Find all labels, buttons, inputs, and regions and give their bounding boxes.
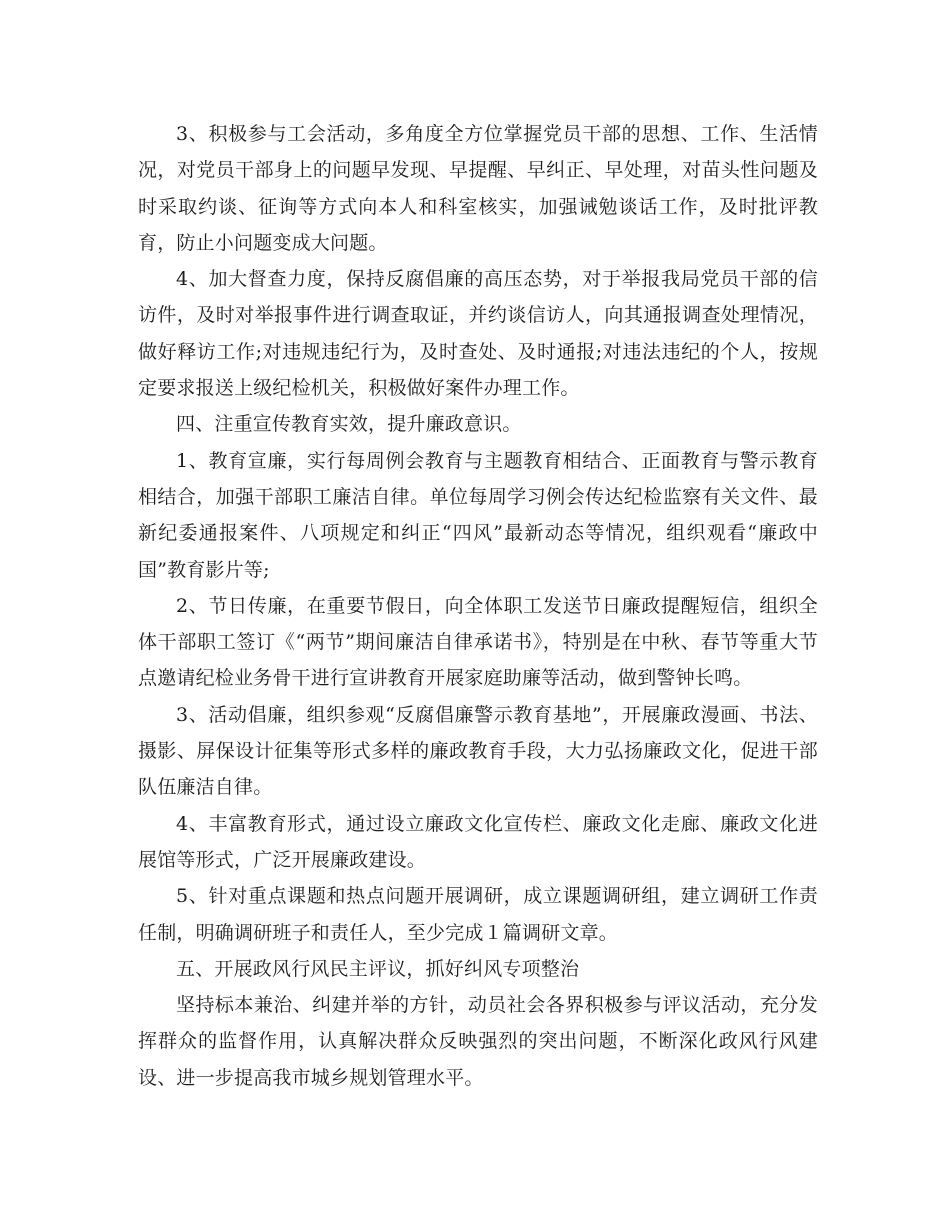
paragraph-education-2: 2、节日传廉，在重要节假日，向全体职工发送节日廉政提醒短信，组织全体干部职工签订《“两节”期间廉洁自律承诺书》，特别是在中秋、春节等重大节点邀请纪检业务骨干进行宣讲教育开展家庭助廉等活动，做到警钟长鸣。 (138, 594, 818, 690)
paragraph-item-3: 3、积极参与工会活动，多角度全方位掌握党员干部的思想、工作、生活情况，对党员干部身上的问题早发现、早提醒、早纠正、早处理，对苗头性问题及时采取约谈、征询等方式向本人和科室核实，加强诫勉谈话工作，及时批评教育，防止小问题变成大问题。 (138, 123, 818, 254)
paragraph-conclusion: 坚持标本兼治、纠建并举的方针，动员社会各界积极参与评议活动，充分发挥群众的监督作用，认真解决群众反映强烈的突出问题，不断深化政风行风建设、进一步提高我市城乡规划管理水平。 (138, 994, 818, 1089)
paragraph-education-1: 1、教育宣廉，实行每周例会教育与主题教育相结合、正面教育与警示教育相结合，加强干部职工廉洁自律。单位每周学习例会传达纪检监察有关文件、最新纪委通报案件、八项规定和纠正“四风”最新动态等情况，组织观看“廉政中国”教育影片等; (138, 449, 818, 581)
paragraph-education-4: 4、丰富教育形式，通过设立廉政文化宣传栏、廉政文化走廊、廉政文化进展馆等形式，广泛开展廉政建设。 (138, 812, 818, 871)
paragraph-education-5: 5、针对重点课题和热点问题开展调研，成立课题调研组，建立调研工作责任制，明确调研班子和责任人，至少完成１篇调研文章。 (138, 885, 818, 944)
section-heading-five: 五、开展政风行风民主评议，抓好纠风专项整治 (176, 957, 580, 980)
document-body (138, 116, 818, 1096)
paragraph-item-4: 4、加大督查力度，保持反腐倡廉的高压态势，对于举报我局党员干部的信访件，及时对举报事件进行调查取证，并约谈信访人，向其通报调查处理情况，做好释访工作;对违规违纪行为，及时查处、及时通报;对违法违纪的个人，按规定要求报送上级纪检机关，积极做好案件办理工作。 (138, 268, 818, 400)
section-heading-four: 四、注重宣传教育实效，提升廉政意识。 (176, 413, 522, 436)
paragraph-education-3: 3、活动倡廉，组织参观“反腐倡廉警示教育基地”，开展廉政漫画、书法、摄影、屏保设计征集等形式多样的廉政教育手段，大力弘扬廉政文化，促进干部队伍廉洁自律。 (138, 703, 818, 799)
